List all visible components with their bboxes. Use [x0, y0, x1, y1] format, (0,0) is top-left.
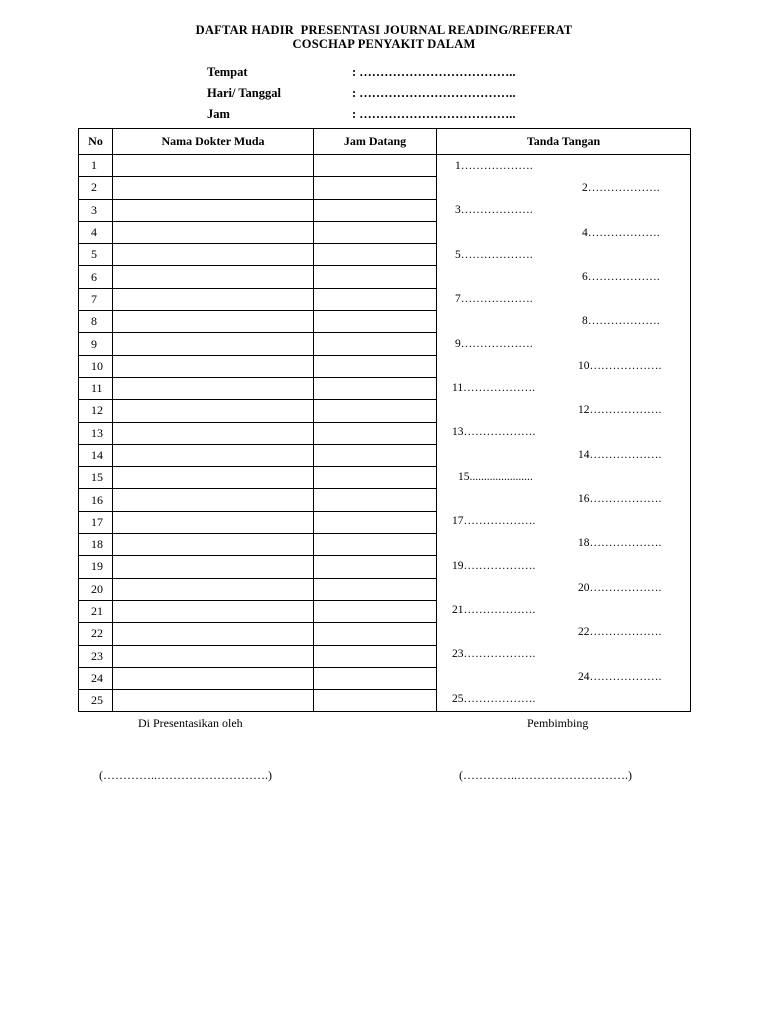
row-number: 6	[79, 266, 113, 288]
arrival-time-field[interactable]	[314, 645, 437, 667]
signature-line: 17……………….	[452, 515, 536, 528]
info-label-jam: Jam	[207, 107, 230, 121]
signature-line: 10……………….	[578, 359, 662, 372]
signature-line: 19……………….	[452, 559, 536, 572]
info-value-tempat: : ………………………………..	[352, 65, 516, 79]
arrival-time-field[interactable]	[314, 667, 437, 689]
row-number: 5	[79, 244, 113, 266]
signature-line: 9……………….	[455, 337, 533, 350]
row-number: 3	[79, 199, 113, 221]
arrival-time-field[interactable]	[314, 177, 437, 199]
arrival-time-field[interactable]	[314, 355, 437, 377]
row-number: 18	[79, 534, 113, 556]
name-field[interactable]	[113, 199, 314, 221]
form-subtitle: COSCHAP PENYAKIT DALAM	[292, 37, 476, 51]
name-field[interactable]	[113, 244, 314, 266]
arrival-time-field[interactable]	[314, 444, 437, 466]
signature-line: 8……………….	[582, 315, 660, 328]
name-field[interactable]	[113, 311, 314, 333]
name-field[interactable]	[113, 556, 314, 578]
row-number: 2	[79, 177, 113, 199]
row-number: 24	[79, 667, 113, 689]
row-number: 14	[79, 444, 113, 466]
form-title: DAFTAR HADIR PRESENTASI JOURNAL READING/REFERAT	[195, 23, 573, 37]
name-field[interactable]	[113, 534, 314, 556]
row-number: 16	[79, 489, 113, 511]
row-number: 13	[79, 422, 113, 444]
info-value-jam: : ………………………………..	[352, 107, 516, 121]
arrival-time-field[interactable]	[314, 578, 437, 600]
signature-line: 4……………….	[582, 226, 660, 239]
signature-line: 15......................	[458, 470, 533, 483]
signature-line: 21……………….	[452, 604, 536, 616]
signature-line: 18……………….	[578, 537, 662, 550]
name-field[interactable]	[113, 177, 314, 199]
row-number: 17	[79, 511, 113, 533]
signature-line: 25……………….	[452, 692, 536, 705]
name-field[interactable]	[113, 578, 314, 600]
signature-line: 14……………….	[578, 448, 662, 461]
info-value-hari-tanggal: : ………………………………..	[352, 86, 516, 100]
name-field[interactable]	[113, 266, 314, 288]
row-number: 8	[79, 311, 113, 333]
signature-line: 6……………….	[582, 271, 660, 283]
arrival-time-field[interactable]	[314, 489, 437, 511]
row-number: 9	[79, 333, 113, 355]
info-label-hari-tanggal: Hari/ Tanggal	[207, 86, 281, 100]
row-number: 21	[79, 600, 113, 622]
table-row	[79, 155, 691, 177]
row-number: 10	[79, 355, 113, 377]
name-field[interactable]	[113, 511, 314, 533]
name-field[interactable]	[113, 400, 314, 422]
name-field[interactable]	[113, 221, 314, 243]
arrival-time-field[interactable]	[314, 221, 437, 243]
header-tanda: Tanda Tangan	[437, 129, 691, 155]
presenter-signature-line: (…………..……………………….)	[99, 768, 272, 782]
arrival-time-field[interactable]	[314, 288, 437, 310]
row-number: 1	[79, 155, 113, 177]
name-field[interactable]	[113, 600, 314, 622]
row-number: 15	[79, 467, 113, 489]
signature-line: 20……………….	[578, 581, 662, 594]
name-field[interactable]	[113, 444, 314, 466]
header-jam: Jam Datang	[314, 129, 437, 155]
table-header-row	[79, 129, 691, 155]
row-number: 22	[79, 623, 113, 645]
row-number: 4	[79, 221, 113, 243]
arrival-time-field[interactable]	[314, 600, 437, 622]
name-field[interactable]	[113, 645, 314, 667]
signature-line: 2……………….	[582, 182, 660, 195]
signature-line: 16……………….	[578, 493, 662, 505]
row-number: 12	[79, 400, 113, 422]
supervisor-label: Pembimbing	[527, 716, 589, 730]
name-field[interactable]	[113, 422, 314, 444]
arrival-time-field[interactable]	[314, 155, 437, 177]
name-field[interactable]	[113, 467, 314, 489]
signature-line: 22……………….	[578, 626, 662, 639]
info-label-tempat: Tempat	[207, 65, 248, 79]
arrival-time-field[interactable]	[314, 244, 437, 266]
arrival-time-field[interactable]	[314, 623, 437, 645]
attendance-table	[78, 128, 691, 712]
arrival-time-field[interactable]	[314, 467, 437, 489]
row-number: 19	[79, 556, 113, 578]
signature-line: 23……………….	[452, 648, 536, 661]
signature-line: 1……………….	[455, 160, 533, 172]
arrival-time-field[interactable]	[314, 199, 437, 221]
signature-line: 12……………….	[578, 404, 662, 417]
name-field[interactable]	[113, 155, 314, 177]
signature-line: 5……………….	[455, 248, 533, 261]
name-field[interactable]	[113, 690, 314, 712]
name-field[interactable]	[113, 667, 314, 689]
signature-line: 11……………….	[452, 382, 535, 394]
name-field[interactable]	[113, 355, 314, 377]
header-no: No	[79, 129, 113, 155]
row-number: 23	[79, 645, 113, 667]
arrival-time-field[interactable]	[314, 400, 437, 422]
row-number: 7	[79, 288, 113, 310]
signature-line: 13……………….	[452, 426, 536, 439]
row-number: 25	[79, 690, 113, 712]
arrival-time-field[interactable]	[314, 690, 437, 712]
row-number: 20	[79, 578, 113, 600]
arrival-time-field[interactable]	[314, 422, 437, 444]
name-field[interactable]	[113, 377, 314, 399]
arrival-time-field[interactable]	[314, 511, 437, 533]
presenter-label: Di Presentasikan oleh	[138, 716, 243, 730]
name-field[interactable]	[113, 489, 314, 511]
name-field[interactable]	[113, 288, 314, 310]
arrival-time-field[interactable]	[314, 556, 437, 578]
signature-line: 3……………….	[455, 204, 533, 217]
supervisor-signature-line: (…………..……………………….)	[459, 768, 632, 782]
arrival-time-field[interactable]	[314, 311, 437, 333]
header-nama: Nama Dokter Muda	[113, 129, 314, 155]
row-number: 11	[79, 377, 113, 399]
name-field[interactable]	[113, 623, 314, 645]
signature-column[interactable]	[437, 155, 691, 712]
signature-line: 7……………….	[455, 293, 533, 306]
signature-line: 24……………….	[578, 670, 662, 683]
arrival-time-field[interactable]	[314, 333, 437, 355]
arrival-time-field[interactable]	[314, 266, 437, 288]
name-field[interactable]	[113, 333, 314, 355]
arrival-time-field[interactable]	[314, 377, 437, 399]
arrival-time-field[interactable]	[314, 534, 437, 556]
